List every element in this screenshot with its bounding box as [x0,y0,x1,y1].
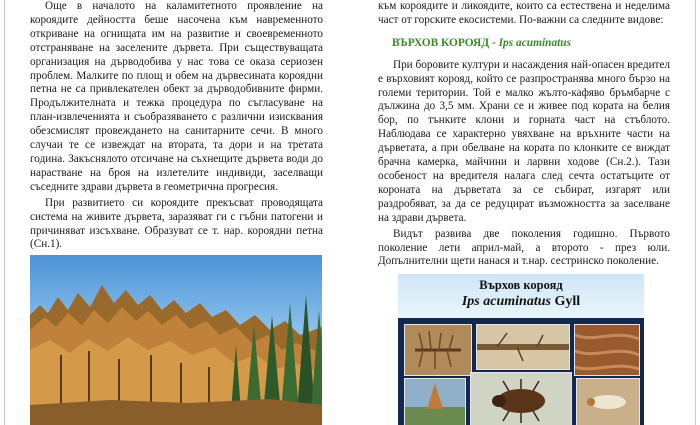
heading-latin: Ips acuminatus [498,36,572,49]
larva-photo [576,378,640,425]
forest-illustration [30,255,322,425]
right-paragraph-1: към короядите и ликоядите, които са естествена и неделима част от горските екосистеми. По-важни са следните видове: [378,0,670,26]
larva-illustration [577,379,639,425]
right-column [378,0,670,269]
right-paragraph-3: Видът развива две поколения годишно. Първото поколение лети април-май, а второто - през юли. Допълнителни щети нанася и т.нар. сестринско поколение. [378,227,670,268]
bark-gallery-illustration [405,325,471,375]
left-paragraph-1: Още в началото на каламитетното проявление на короядите дейността беше насочена към навременното откриване на огнищата им на развитие и своевременното отстраняване на заселените дървета. При съществуващата организация на дърводобива у нас това се оказа сериозен проблем. Малките по площ и обем на дървесината короядни петна не са привлекателен обект за дърводобивните фирми. Продължителната и тежка процедура по съгласуване на план-извлеченията и съобразяването с различни изисквания обезсмислят провеждането на санитарните сечи. В много случаи те се извеждат на втората, та дори и на третата година. Закъснялото отсичане на съхнещите дървета води до нарастване на броя на излетелите индивиди, заселващи съседните здрави дървета в геометрична прогресия. [30,0,323,193]
slide-latin-name: Ips acuminatus [461,294,551,309]
left-paragraph-2: При развитието си короядите прекъсват проводящата система на живите дървета, заразяват ги с гъбни патогени и причиняват изсъхване. Образуват се т. нар. короядни петна (Сн.1). [30,196,323,251]
page-edge-right [695,0,696,425]
section-heading [392,37,670,51]
beetle-slide [398,274,644,425]
wood-illustration [575,325,639,375]
beetle-illustration [471,373,571,425]
page-edge-left [4,0,5,425]
branch-gallery-photo [476,324,570,370]
left-column [30,0,323,252]
slide-species [398,294,644,310]
tree-photo [404,378,466,425]
beetle-photo [470,372,572,425]
wood-photo [574,324,640,376]
right-paragraph-2: При боровите култури и насаждения най-опасен вредител е върховият корояд, който се разпространява много бързо на големи територии. Той е малко жълто-кафяво бръмбарче с дължина до 3,5 мм. Храни се и живее под кората на белия бор, по тънките клони и горната част на стъблото. Наблюдава се характерно увяхване на връхните части на дърветата, а при обелване на кората по клонките се виждат брачна камерка, майчини и ларвни ходове (Сн.2.). Тази особеност на вредителя налага след сечта остатъците от короната на дърветата за се събират, изгарят или раздробяват, за да се редуцират възможността за заселване на здрави дървета. [378,58,670,224]
branch-gallery-illustration [477,325,569,369]
forest-photo [30,255,322,425]
slide-title: Върхов корояд [479,278,563,292]
bark-gallery-photo [404,324,472,376]
tree-illustration [405,379,465,425]
slide-author: Gyll [554,294,581,309]
heading-bulgarian: ВЪРХОВ КОРОЯД - [392,36,499,49]
